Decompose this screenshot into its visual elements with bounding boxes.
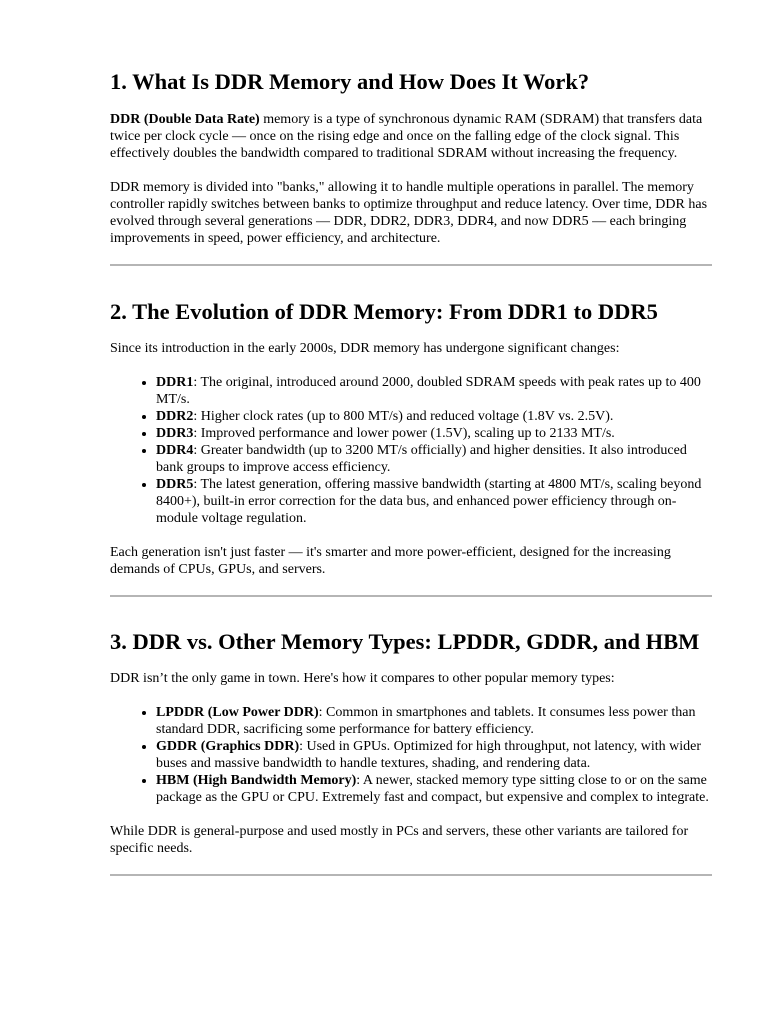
memory-types-list	[110, 704, 712, 806]
list-item-term: DDR4	[156, 443, 194, 458]
list-item-text: : Improved performance and lower power (1.5V), scaling up to 2133 MT/s.	[193, 426, 615, 441]
list-item-text: : The latest generation, offering massive bandwidth (starting at 4800 MT/s, scaling beyond 8400+), built-in error correction for the data bus, and enhanced power efficiency through on-module voltage regulation.	[156, 477, 702, 526]
section-divider	[110, 874, 712, 876]
section-3-intro: DDR isn’t the only game in town. Here's how it compares to other popular memory types:	[110, 671, 615, 686]
list-item-text: : Greater bandwidth (up to 3200 MT/s officially) and higher densities. It also introduced bank groups to improve access efficiency.	[156, 443, 687, 475]
list-item	[156, 425, 712, 442]
list-item	[156, 442, 712, 476]
list-item	[156, 476, 712, 527]
list-item	[156, 408, 712, 425]
list-item-text: : A newer, stacked memory type sitting close to or on the same package as the GPU or CPU. Extremely fast and compact, but expensive and complex to integrate.	[156, 773, 709, 805]
list-item-term: DDR3	[156, 426, 194, 441]
list-item	[156, 374, 712, 408]
section-3-conclusion: While DDR is general-purpose and used mostly in PCs and servers, these other variants are tailored for specific needs.	[110, 824, 689, 856]
section-3-heading: 3. DDR vs. Other Memory Types: LPDDR, GDDR, and HBM	[110, 629, 700, 654]
list-item-term: DDR1	[156, 375, 194, 390]
list-item-text: : Common in smartphones and tablets. It consumes less power than standard DDR, sacrificing some performance for battery efficiency.	[156, 705, 696, 737]
list-item-text: : The original, introduced around 2000, doubled SDRAM speeds with peak rates up to 400 MT/s.	[156, 375, 701, 407]
list-item	[156, 704, 712, 738]
list-item	[156, 772, 712, 806]
section-2-intro: Since its introduction in the early 2000s, DDR memory has undergone significant changes:	[110, 341, 620, 356]
section-divider	[110, 264, 712, 266]
list-item-term: DDR5	[156, 477, 194, 492]
list-item-term: HBM (High Bandwidth Memory)	[156, 773, 357, 788]
section-divider	[110, 595, 712, 597]
list-item-term: GDDR (Graphics DDR)	[156, 739, 300, 754]
ddr-generations-list	[110, 374, 712, 527]
section-2-heading: 2. The Evolution of DDR Memory: From DDR1 to DDR5	[110, 299, 658, 324]
list-item-term: LPDDR (Low Power DDR)	[156, 705, 319, 720]
section-1-heading: 1. What Is DDR Memory and How Does It Work?	[110, 69, 590, 94]
section-2-conclusion: Each generation isn't just faster — it's smarter and more power-efficient, designed for the increasing demands of CPUs, GPUs, and servers.	[110, 545, 671, 577]
section-1-paragraph-1	[110, 111, 712, 162]
list-item-text: : Higher clock rates (up to 800 MT/s) and reduced voltage (1.8V vs. 2.5V).	[193, 409, 614, 424]
list-item-text: : Used in GPUs. Optimized for high throughput, not latency, with wider buses and massive bandwidth to handle textures, shading, and rendering data.	[156, 739, 702, 771]
section-1-paragraph-1-text: memory is a type of synchronous dynamic RAM (SDRAM) that transfers data twice per clock cycle — once on the rising edge and once on the falling edge of the clock signal. This effectively doubles the bandwidth compared to traditional SDRAM without increasing the frequency.	[110, 112, 703, 161]
list-item-term: DDR2	[156, 409, 194, 424]
list-item	[156, 738, 712, 772]
ddr-term: DDR (Double Data Rate)	[110, 112, 260, 127]
section-1-paragraph-2: DDR memory is divided into "banks," allowing it to handle multiple operations in parallel. The memory controller rapidly switches between banks to optimize throughput and reduce latency. Over time, DDR has evolved through several generations — DDR, DDR2, DDR3, DDR4, and now DDR5 — each bringing improvements in speed, power efficiency, and architecture.	[110, 180, 708, 246]
